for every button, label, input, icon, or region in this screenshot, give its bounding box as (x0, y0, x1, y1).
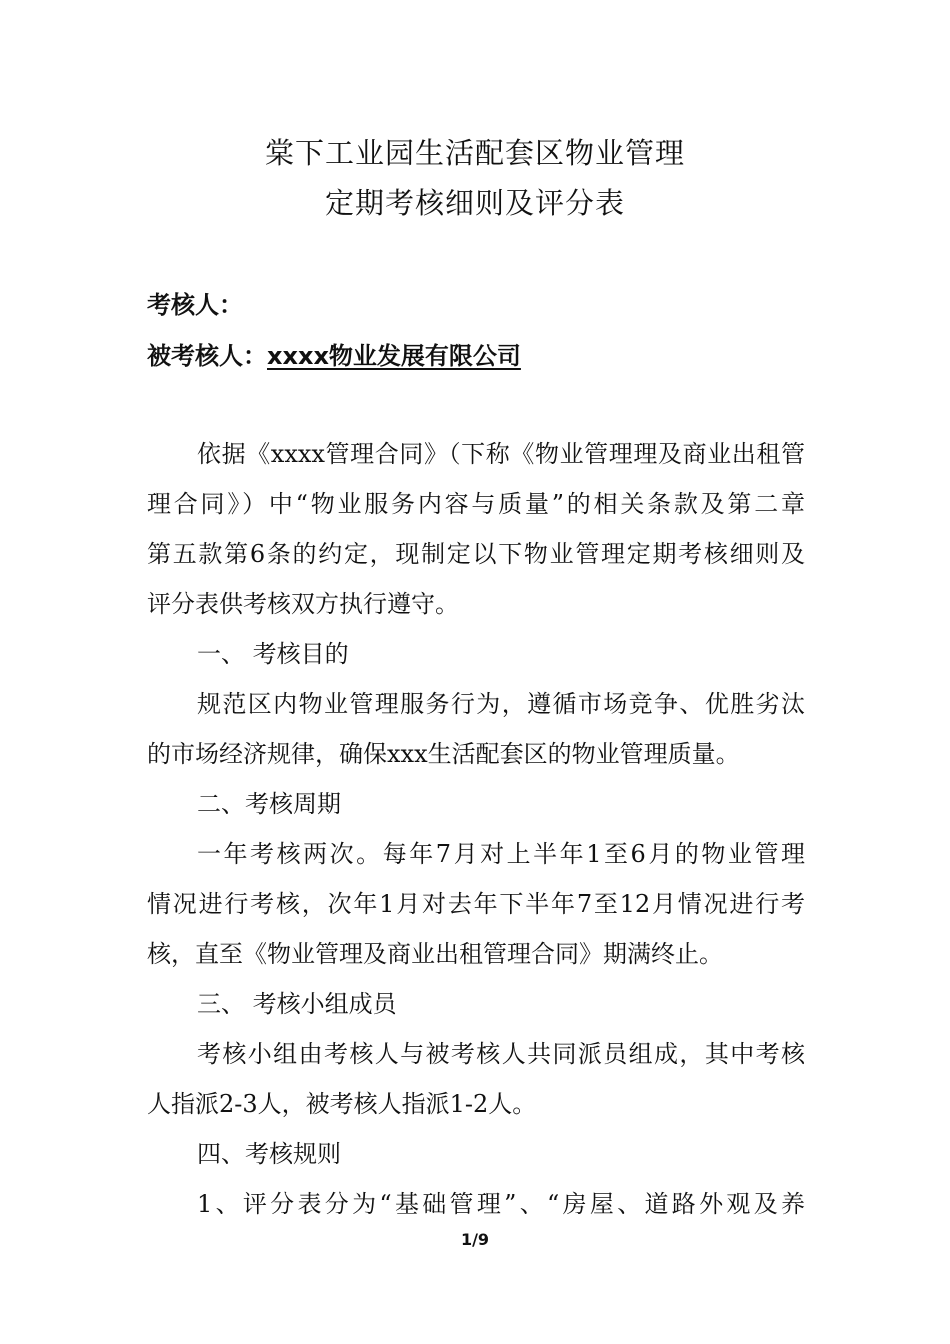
section-heading: 二、考核周期 (197, 790, 341, 818)
paragraph-line: 评分表供考核双方执行遵守。 (147, 590, 459, 618)
page-number: 1/9 (460, 1230, 490, 1249)
paragraph-line: 理合同》）中“物业服务内容与质量”的相关条款及第二章 (147, 490, 805, 518)
paragraph-line: 考核小组由考核人与被考核人共同派员组成，其中考核 (197, 1040, 805, 1068)
document-title-line-2: 定期考核细则及评分表 (324, 186, 625, 220)
paragraph-line: 1、评分表分为“基础管理”、“房屋、道路外观及养 (197, 1190, 805, 1218)
assessee-label: 被考核人： (147, 342, 267, 370)
assessee-value: xxxx物业发展有限公司 (267, 342, 521, 370)
assessor-label: 考核人： (147, 291, 243, 319)
assessee-row (147, 336, 521, 371)
section-heading: 三、 考核小组成员 (197, 990, 397, 1018)
section-heading: 四、考核规则 (197, 1140, 341, 1168)
document-title-line-1: 棠下工业园生活配套区物业管理 (264, 136, 685, 170)
paragraph-line: 情况进行考核，次年1月对去年下半年7至12月情况进行考 (147, 890, 805, 918)
paragraph-line: 依据《xxxx管理合同》（下称《物业管理理及商业出租管 (197, 440, 805, 468)
paragraph-line: 的市场经济规律，确保xxx生活配套区的物业管理质量。 (147, 740, 740, 768)
section-heading: 一、 考核目的 (197, 640, 349, 668)
paragraph-line: 第五款第6条的约定，现制定以下物业管理定期考核细则及 (147, 540, 805, 568)
paragraph-line: 规范区内物业管理服务行为，遵循市场竞争、优胜劣汰 (197, 690, 805, 718)
paragraph-line: 一年考核两次。每年7月对上半年1至6月的物业管理 (197, 840, 805, 868)
paragraph-line: 核，直至《物业管理及商业出租管理合同》期满终止。 (147, 940, 723, 968)
paragraph-line: 人指派2-3人，被考核人指派1-2人。 (147, 1090, 537, 1118)
